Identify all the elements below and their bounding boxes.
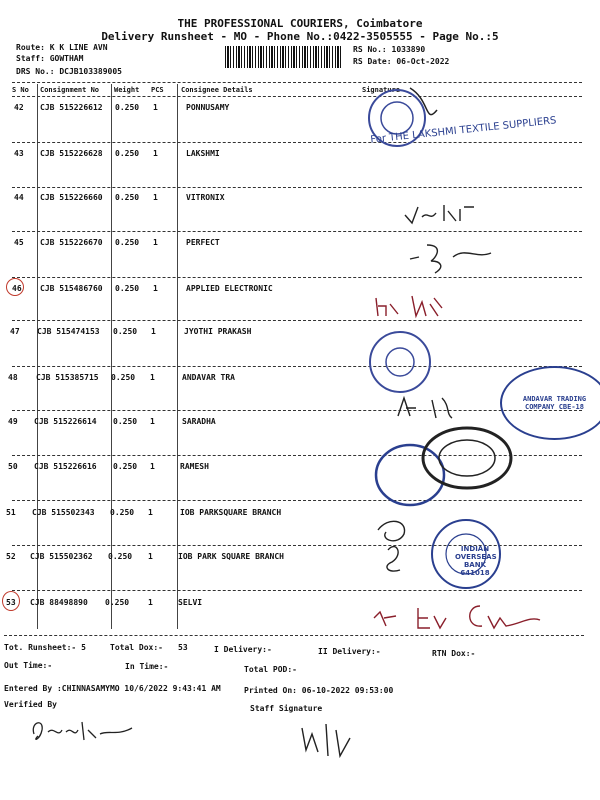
row-pcs: 1	[150, 373, 155, 382]
row-pcs: 1	[153, 284, 158, 293]
row-weight: 0.250	[113, 417, 138, 426]
row-pcs: 1	[150, 462, 155, 471]
row-weight: 0.250	[110, 508, 135, 517]
row-consignment: CJB 515385715	[36, 373, 99, 382]
row-pcs: 1	[153, 193, 158, 202]
ii-delivery: II Delivery:-	[318, 647, 381, 656]
row-consignee: PERFECT	[186, 238, 220, 247]
row-sno: 48	[8, 373, 18, 382]
company-title: THE PROFESSIONAL COURIERS, Coimbatore	[177, 17, 423, 30]
table-row	[0, 193, 600, 239]
signature-icon	[372, 290, 462, 320]
col-consignment: Consignment No	[40, 86, 100, 94]
table-row	[0, 149, 600, 195]
lakshmi-stamp-text: For THE LAKSHMI TEXTILE SUPPLIERS	[369, 115, 557, 146]
col-weight: Weight	[114, 86, 140, 94]
row-pcs: 1	[153, 149, 158, 158]
row-sno: 51	[6, 508, 16, 517]
row-sno: 44	[14, 193, 24, 202]
signature-icon	[405, 237, 495, 277]
row-divider	[12, 590, 582, 591]
staff-signature: Staff Signature	[250, 704, 323, 713]
row-pcs: 1	[148, 598, 153, 607]
row-consignee: VITRONIX	[186, 193, 225, 202]
col-signature: Signature	[362, 86, 400, 94]
iob-stamp-text: INDIAN OVERSEAS BANK 641018	[455, 545, 497, 577]
route-label: Route: K K LINE AVN	[16, 43, 108, 52]
row-weight: 0.250	[113, 462, 138, 471]
row-divider	[12, 410, 582, 411]
row-weight: 0.250	[115, 103, 140, 112]
row-consignee: RAMESH	[180, 462, 209, 471]
row-weight: 0.250	[115, 238, 140, 247]
round-stamp-icon	[362, 420, 522, 510]
header-top-rule	[12, 82, 582, 83]
row-divider	[12, 187, 582, 188]
col-pcs: PCS	[151, 86, 164, 94]
row-consignment: CJB 88498890	[30, 598, 88, 607]
rs-number: RS No.: 1033890	[353, 45, 426, 54]
row-sno: 49	[8, 417, 18, 426]
verified-signature-icon	[28, 712, 138, 752]
row-consignment: CJB 515226628	[40, 149, 103, 158]
red-circle-mark	[2, 591, 20, 611]
row-pcs: 1	[151, 327, 156, 336]
row-weight: 0.250	[113, 327, 138, 336]
row-divider	[12, 277, 582, 278]
entered-by: Entered By :CHINNASAMYMO 10/6/2022 9:43:41 AM	[4, 684, 221, 693]
header-bottom-rule	[12, 96, 582, 97]
i-delivery: I Delivery:-	[214, 645, 272, 654]
round-stamp-icon	[358, 322, 448, 402]
row-consignee: ANDAVAR TRA	[182, 373, 235, 382]
row-pcs: 1	[153, 103, 158, 112]
staff-signature-icon	[296, 716, 366, 766]
total-dox-label: Total Dox:-	[110, 643, 163, 652]
red-circle-mark	[6, 278, 24, 296]
row-consignee: JYOTHI PRAKASH	[184, 327, 252, 336]
row-consignee: IOB PARKSQUARE BRANCH	[180, 508, 282, 517]
signature-icon	[392, 392, 472, 422]
row-weight: 0.250	[115, 149, 140, 158]
row-weight: 0.250	[111, 373, 136, 382]
row-sno: 42	[14, 103, 24, 112]
rtn-dox: RTN Dox:-	[432, 649, 476, 658]
table-row	[0, 508, 600, 554]
signature-icon	[400, 195, 480, 230]
row-sno: 52	[6, 552, 16, 561]
row-consignee: IOB PARK SQUARE BRANCH	[178, 552, 284, 561]
row-sno: 50	[8, 462, 18, 471]
row-consignment: CJB 515226616	[34, 462, 97, 471]
total-dox-value: 53	[178, 643, 188, 652]
total-pod: Total POD:-	[244, 665, 297, 674]
round-stamp-icon	[355, 80, 445, 155]
row-pcs: 1	[150, 417, 155, 426]
row-consignment: CJB 515474153	[37, 327, 100, 336]
row-sno: 47	[10, 327, 20, 336]
row-divider	[12, 320, 582, 321]
row-sno: 53	[6, 598, 16, 607]
row-pcs: 1	[148, 552, 153, 561]
row-consignee: SELVI	[178, 598, 203, 607]
col-consignee: Consignee Details	[181, 86, 253, 94]
row-weight: 0.250	[105, 598, 130, 607]
signature-icon	[370, 598, 590, 643]
row-consignment: CJB 515226614	[34, 417, 97, 426]
printed-on: Printed On: 06-10-2022 09:53:00	[244, 686, 394, 695]
row-consignment: CJB 515486760	[40, 284, 103, 293]
row-sno: 43	[14, 149, 24, 158]
runsheet-subtitle: Delivery Runsheet - MO - Phone No.:0422-3505555 - Page No.:5	[101, 30, 499, 43]
row-consignment: CJB 515226670	[40, 238, 103, 247]
row-pcs: 1	[148, 508, 153, 517]
row-consignee: SARADHA	[182, 417, 216, 426]
row-pcs: 1	[153, 238, 158, 247]
staff-label: Staff: GOWTHAM	[16, 54, 84, 63]
drs-number: DRS No.: DCJB103389005	[16, 67, 122, 76]
row-consignee: PONNUSAMY	[186, 103, 230, 112]
row-consignment: CJB 515502362	[30, 552, 93, 561]
row-sno: 45	[14, 238, 24, 247]
row-divider	[12, 231, 582, 232]
table-row	[0, 552, 600, 598]
row-consignee: APPLIED ELECTRONIC	[186, 284, 273, 293]
out-time: Out Time:-	[4, 661, 53, 670]
row-divider	[12, 366, 582, 367]
row-consignee: LAKSHMI	[186, 149, 220, 158]
row-weight: 0.250	[115, 284, 140, 293]
barcode	[225, 46, 343, 68]
table-row	[0, 284, 600, 330]
col-sno: S No	[12, 86, 29, 94]
row-consignment: CJB 515226660	[40, 193, 103, 202]
row-sno: 46	[12, 284, 22, 293]
in-time: In Time:-	[125, 662, 169, 671]
row-weight: 0.250	[115, 193, 140, 202]
rs-date: RS Date: 06-Oct-2022	[353, 57, 450, 66]
verified-by: Verified By	[4, 700, 57, 709]
row-divider	[12, 142, 582, 143]
tot-runsheet: Tot. Runsheet:- 5	[4, 643, 86, 652]
andavar-stamp-text: ANDAVAR TRADING COMPANY CBE-18	[522, 395, 587, 411]
row-weight: 0.250	[108, 552, 133, 561]
row-consignment: CJB 515226612	[40, 103, 103, 112]
row-consignment: CJB 515502343	[32, 508, 95, 517]
